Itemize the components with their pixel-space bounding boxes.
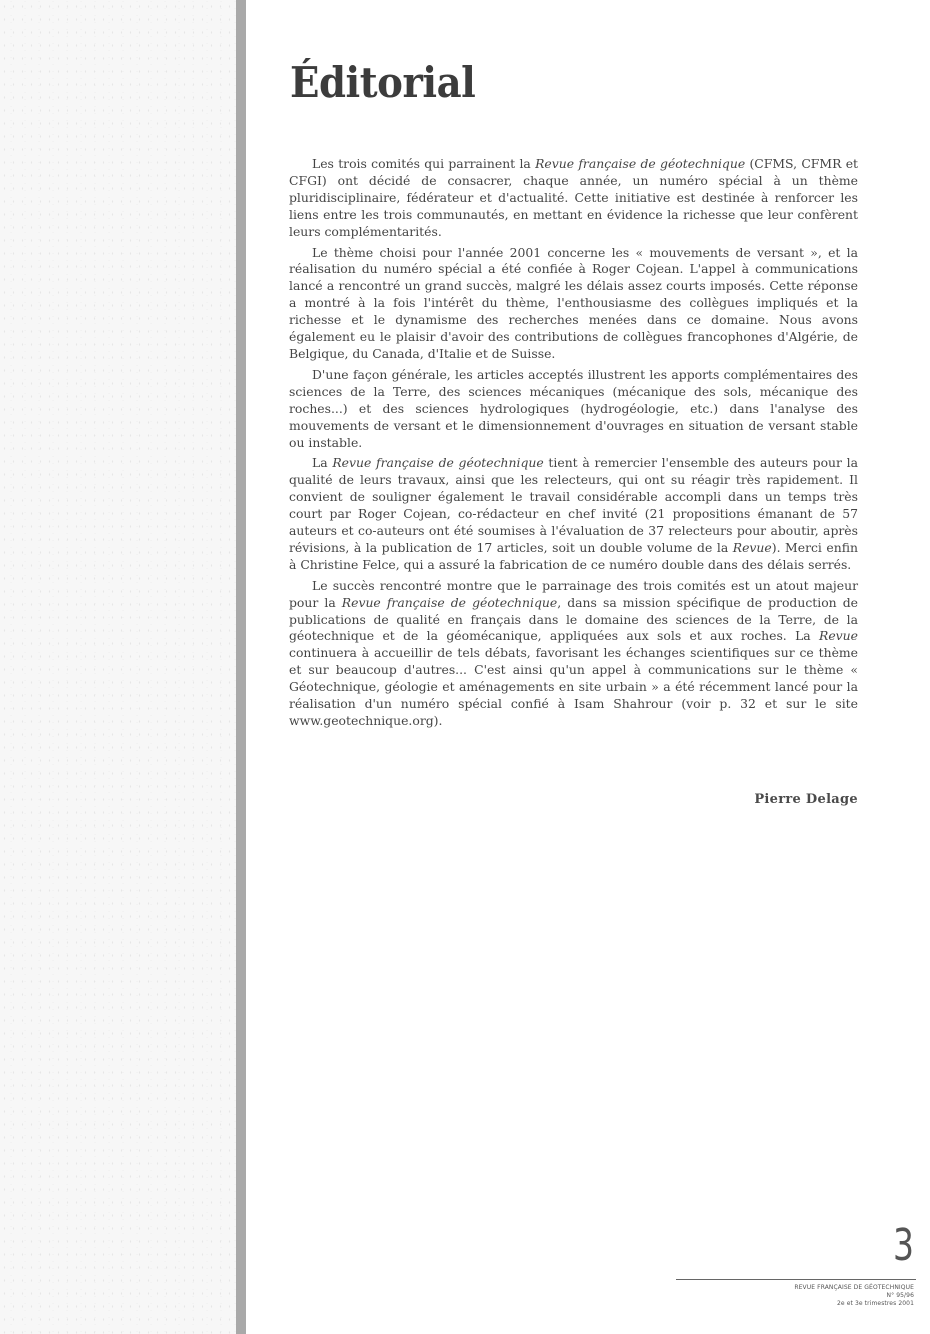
author-signature: Pierre Delage xyxy=(754,792,858,807)
page-title: Éditorial xyxy=(290,58,476,107)
paragraph: Le succès rencontré montre que le parrainage des trois comités est un atout majeur pour la Revue française de géotechnique, dans sa mission spécifique de production de publications de qualité en français dans le domaine des sciences de la Terre, de la géotechnique et de la géomécanique, appliquées aux sols et aux roches. La Revue continuera à accueillir de tels débats, favorisant les échanges scientifiques sur ce thème et sur beaucoup d'autres... C'est ainsi qu'un appel à communications sur le thème « Géotechnique, géologie et aménagements en site urbain » a été récemment lancé pour la réalisation d'un numéro spécial confié à Isam Shahrour (voir p. 32 et sur le site www.geotechnique.org). xyxy=(289,577,858,728)
journal-title-italic: Revue française de géotechnique xyxy=(332,455,544,471)
journal-footer xyxy=(794,1284,914,1308)
gutter-rule xyxy=(236,0,246,1334)
footer-journal-name: REVUE FRANÇAISE DE GÉOTECHNIQUE xyxy=(794,1284,914,1291)
paragraph: Les trois comités qui parrainent la Revue française de géotechnique (CFMS, CFMR et CFGI) ont décidé de consacrer, chaque année, un numéro spécial à un thème pluridisciplinaire, fédérateur et d'actualité. Cette initiative est destinée à renforcer les liens entre les trois communautés, en mettant en évidence la richesse que leur confèrent leurs complémentarités. xyxy=(289,156,859,239)
page-number: 3 xyxy=(893,1220,914,1271)
footer-issue: N° 95/96 xyxy=(886,1292,914,1299)
paragraph: La Revue française de géotechnique tient à remercier l'ensemble des auteurs pour la qualité de leurs travaux, ainsi que les relecteurs, qui ont su réagir très rapidement. Il convient de souligner également le travail considérable accompli dans un temps très court par Roger Cojean, co-rédacteur en chef invité (21 propositions émanant de 57 auteurs et co-auteurs ont été soumises à l'évaluation de 37 relecteurs pour aboutir, après révisions, à la publication de 17 articles, soit un double volume de la Revue). Merci enfin à Christine Felce, qui a assuré la fabrication de ce numéro double dans des délais serrés. xyxy=(289,455,858,572)
editorial-body xyxy=(289,156,858,734)
paragraph: D'une façon générale, les articles acceptés illustrent les apports complémentaires des sciences de la Terre, des sciences mécaniques (mécanique des sols, mécanique des roches...) et des sciences hydrologiques (hydrogéologie, etc.) dans l'analyse des mouvements de versant et le dimensionnement d'ouvrages en situation de versant stable ou instable. xyxy=(289,366,858,450)
journal-title-italic: Revue française de géotechnique xyxy=(341,594,558,610)
journal-title-italic: Revue xyxy=(819,628,858,644)
paragraph: Le thème choisi pour l'année 2001 concerne les « mouvements de versant », et la réalisation du numéro spécial a été confiée à Roger Cojean. L'appel à communications lancé a rencontré un grand succès, malgré les délais assez courts imposés. Cette réponse a montré à la fois l'intérêt du thème, l'enthousiasme des collègues impliqués et la richesse et le dynamisme des recherches menées dans ce domaine. Nous avons également eu le plaisir d'avoir des contributions de collègues francophones d'Algérie, de Belgique, du Canada, d'Italie et de Suisse. xyxy=(289,244,858,361)
footer-rule xyxy=(676,1279,916,1280)
left-margin-texture xyxy=(0,0,236,1334)
journal-title-italic: Revue française de géotechnique xyxy=(535,156,746,171)
journal-title-italic: Revue xyxy=(732,539,772,555)
footer-period: 2e et 3e trimestres 2001 xyxy=(836,1300,914,1307)
